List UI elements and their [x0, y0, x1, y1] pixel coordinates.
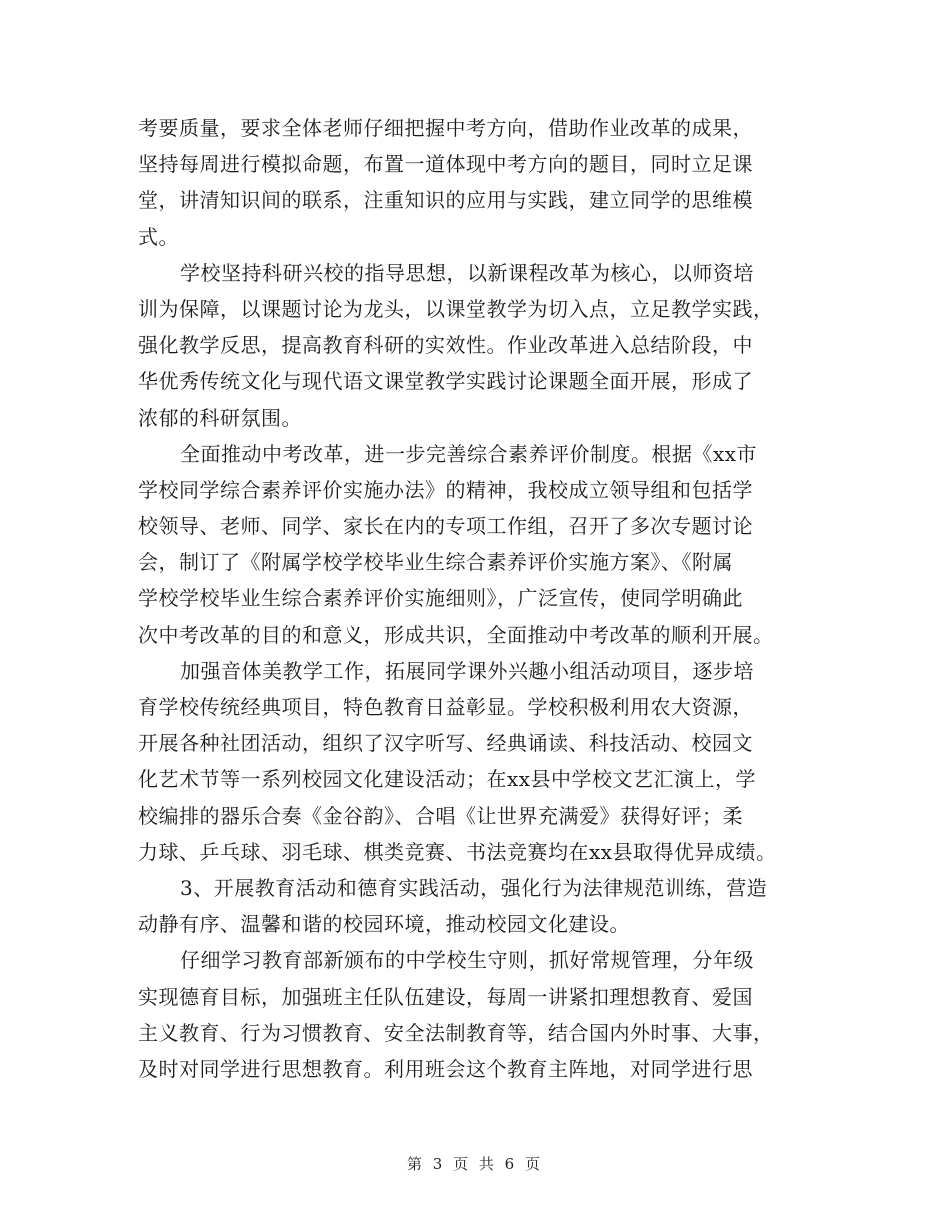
text-line: 主义教育、行为习惯教育、安全法制教育等，结合国内外时事、大事，	[138, 1020, 774, 1045]
text-line: 实现德育目标，加强班主任队伍建设，每周一讲紧扣理想教育、爱国	[138, 984, 753, 1009]
text-line: 育学校传统经典项目，特色教育日益彰显。学校积极利用农大资源，	[138, 695, 753, 719]
text-line: 考要质量，要求全体老师仔细把握中考方向，借助作业改革的成果，	[138, 116, 753, 140]
text-line: 训为保障，以课题讨论为龙头，以课堂教学为切入点，立足教学实践，	[138, 296, 774, 321]
text-line: 开展各种社团活动，组织了汉字听写、经典诵读、科技活动、校园文	[138, 731, 753, 756]
text-line: 化艺术节等一系列校园文化建设活动；在xx县中学校文艺汇演上，学	[138, 767, 757, 792]
text-line: 坚持每周进行模拟命题，布置一道体现中考方向的题目，同时立足课	[138, 152, 753, 177]
text-line: 会，制订了《附属学校学校毕业生综合素养评价实施方案》、《附属	[138, 550, 733, 575]
text-line: 学校学校毕业生综合素养评价实施细则》，广泛宣传，使同学明确此	[138, 586, 743, 611]
text-line: 学校同学综合素养评价实施办法》的精神，我校成立领导组和包括学	[138, 477, 753, 502]
paragraph-start-line: 学校坚持科研兴校的指导思想，以新课程改革为核心，以师资培	[180, 260, 754, 285]
text-line: 力球、乒乓球、羽毛球、棋类竞赛、书法竞赛均在xx县取得优异成绩。	[138, 839, 777, 864]
text-line: 堂，讲清知识间的联系，注重知识的应用与实践，建立同学的思维模	[138, 188, 753, 213]
text-line: 强化教学反思，提高教育科研的实效性。作业改革进入总结阶段，中	[138, 333, 753, 358]
text-line: 华优秀传统文化与现代语文课堂教学实践讨论课题全面开展，形成了	[138, 369, 753, 394]
paragraph-start-line: 3、开展教育活动和德育实践活动，强化行为法律规范训练，营造	[180, 875, 768, 900]
paragraph-start-line: 加强音体美教学工作，拓展同学课外兴趣小组活动项目，逐步培	[180, 658, 754, 683]
text-line: 次中考改革的目的和意义，形成共识，全面推动中考改革的顺利开展。	[138, 622, 774, 647]
document-body	[138, 110, 818, 1087]
text-line: 校编排的器乐合奏《金谷韵》、合唱《让世界充满爱》获得好评；柔	[138, 803, 743, 828]
text-line: 浓郁的科研氛围。	[138, 405, 302, 430]
paragraph-start-line: 仔细学习教育部新颁布的中学校生守则，抓好常规管理，分年级	[180, 948, 754, 973]
text-line: 式。	[138, 224, 179, 249]
text-line: 动静有序、温馨和谐的校园环境，推动校园文化建设。	[138, 912, 630, 937]
paragraph-start-line: 全面推动中考改革，进一步完善综合素养评价制度。根据《xx市	[180, 441, 758, 466]
page-number-footer: 第 3 页 共 6 页	[407, 1155, 543, 1173]
text-line: 及时对同学进行思想教育。利用班会这个教育主阵地，对同学进行思	[138, 1056, 753, 1081]
text-line: 校领导、老师、同学、家长在内的专项工作组，召开了多次专题讨论	[138, 514, 753, 539]
